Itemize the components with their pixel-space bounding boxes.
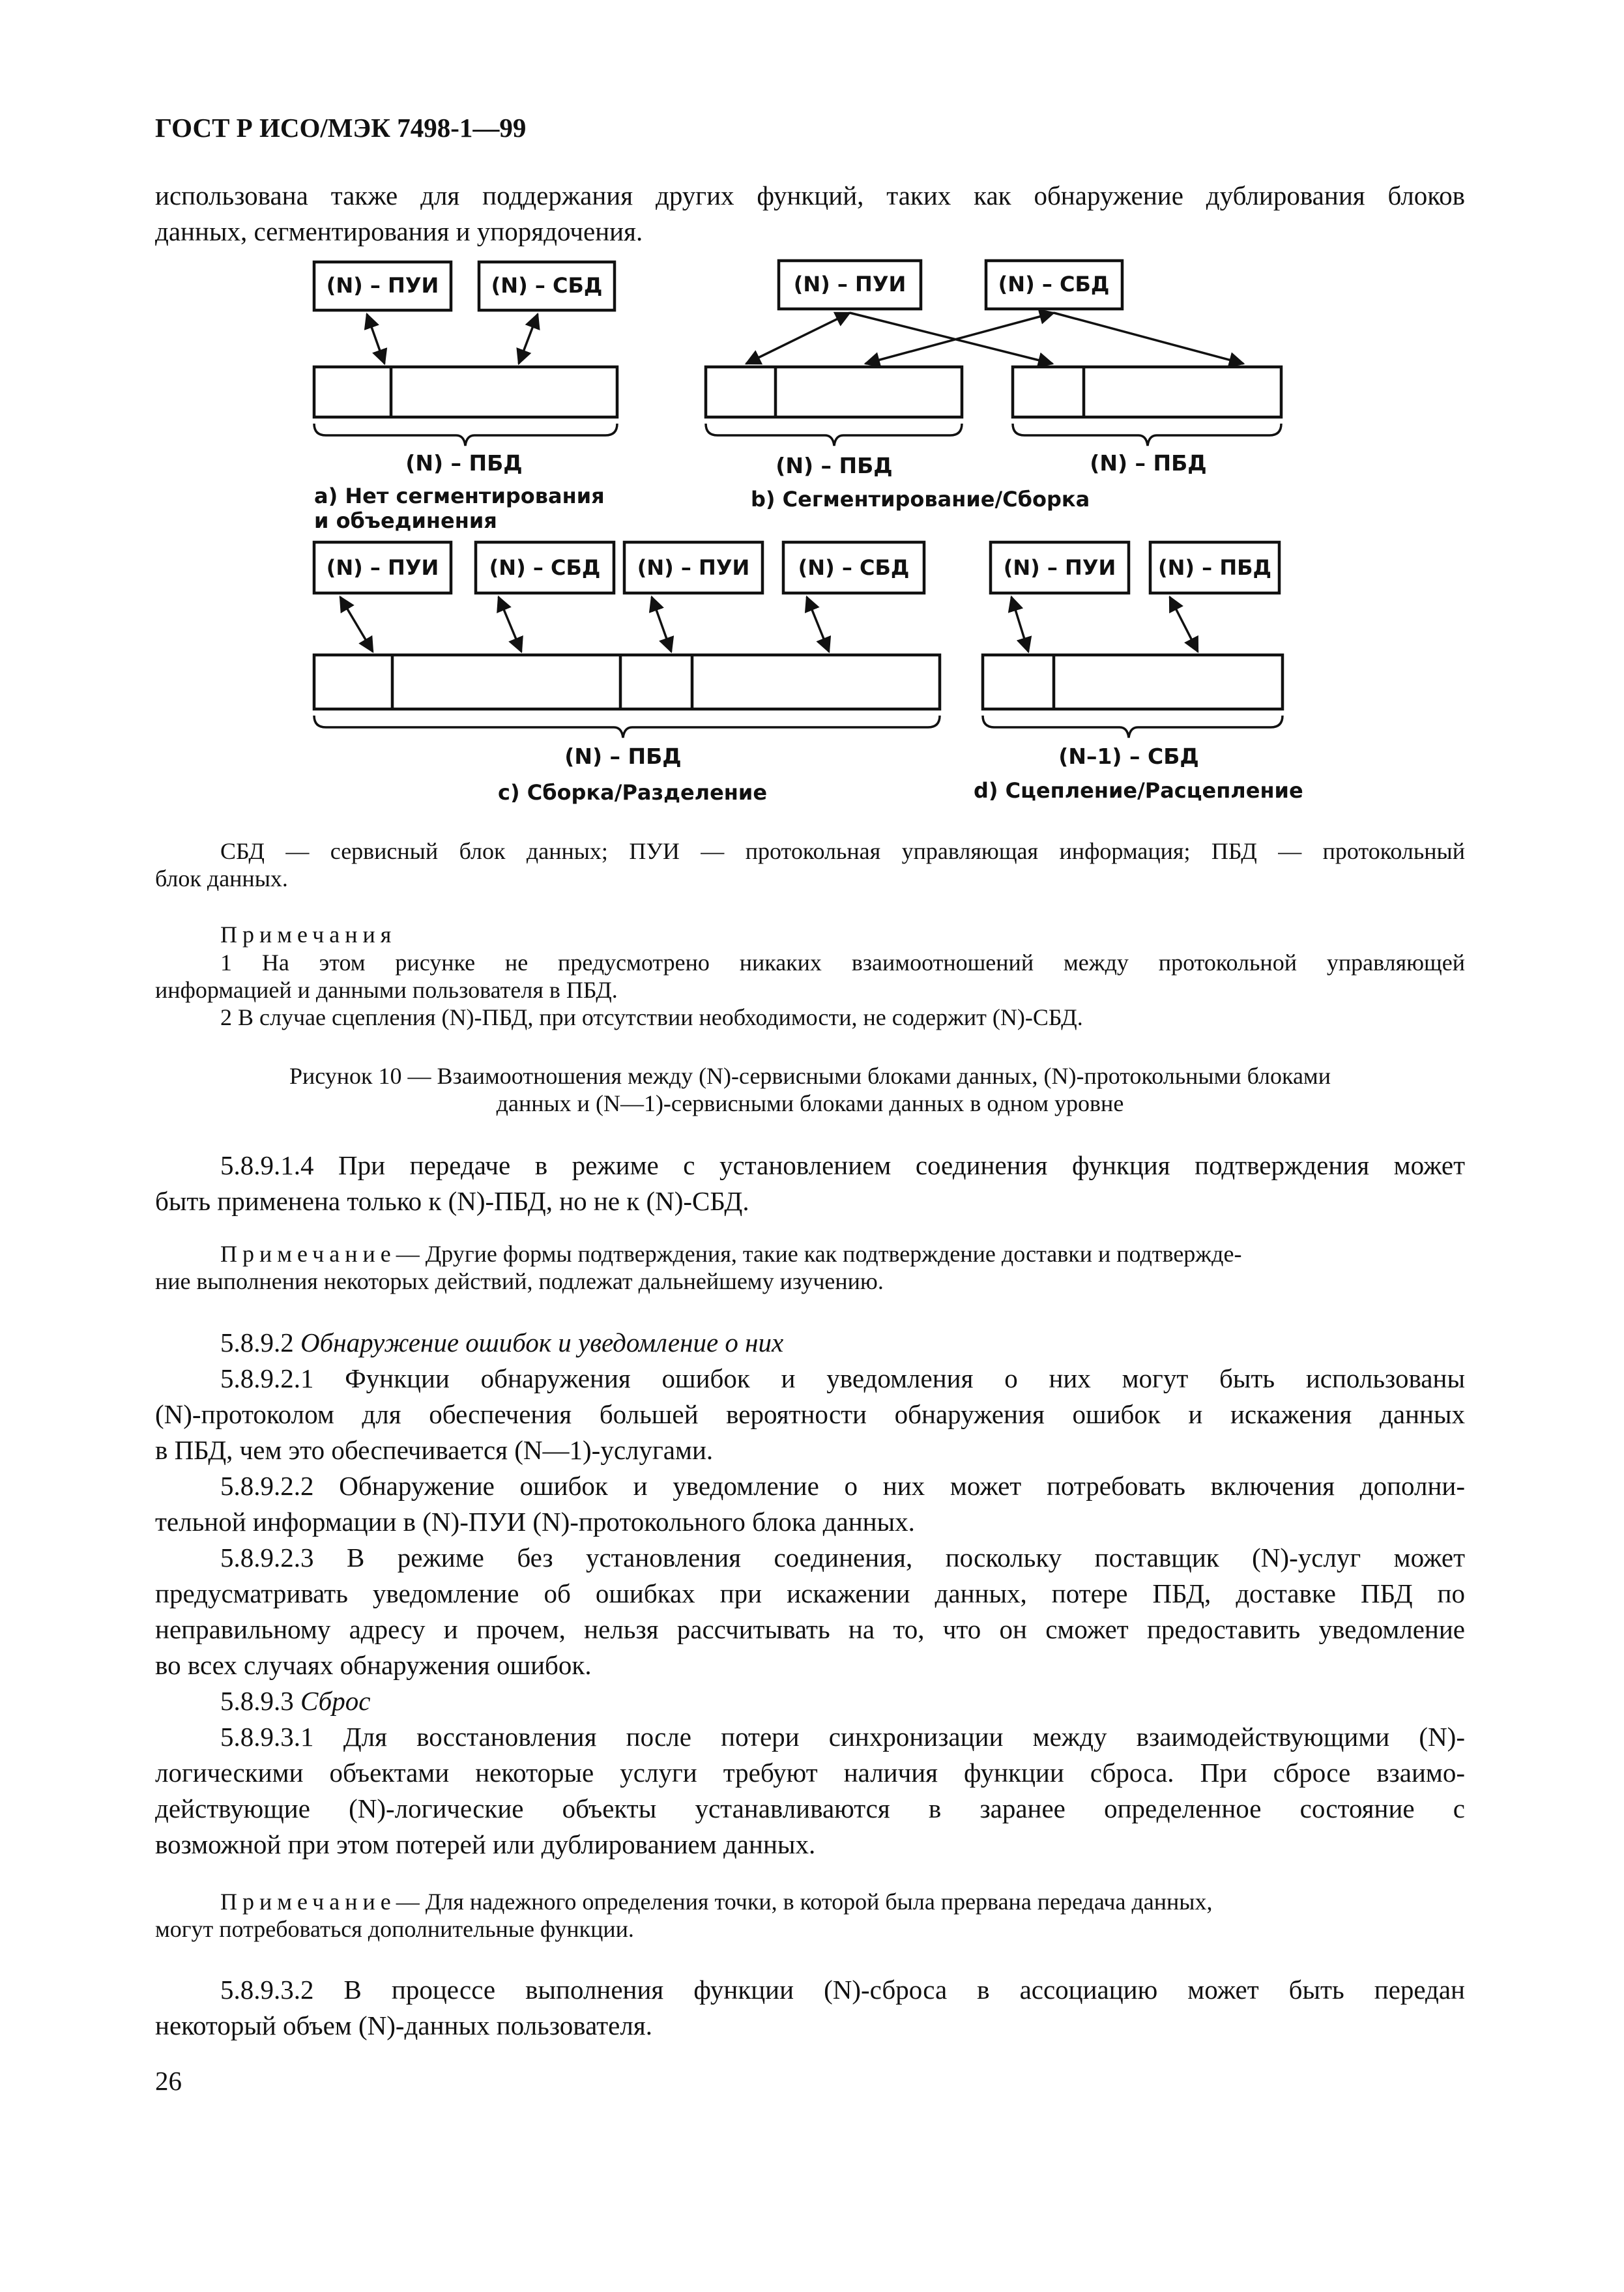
c-pdu-label: (N) – ПБД bbox=[564, 744, 682, 769]
b-arrow-pui-left bbox=[746, 313, 850, 364]
section-5-8-9-2-title: Обнаружение ошибок и уведомление о них bbox=[300, 1327, 784, 1357]
a-sbd-label: (N) – СБД bbox=[491, 273, 603, 298]
para-5-8-9-2-1-line-1: 5.8.9.2.1 Функции обнаружения ошибок и уведомления о них могут быть использованы bbox=[220, 1363, 1465, 1393]
b-brace-1 bbox=[706, 424, 962, 446]
note-reset-line-1 bbox=[220, 1888, 1465, 1916]
a-pdu-label: (N) – ПБД bbox=[405, 450, 523, 476]
d-arrow-pui bbox=[1011, 597, 1028, 652]
para-5-8-9-1-4-line-1: 5.8.9.1.4 При передаче в режиме с установлением соединения функция подтверждения может bbox=[220, 1150, 1465, 1180]
para-5-8-9-3-1-line-2: логическими объектами некоторые услуги требуют наличия функции сброса. При сбросе взаимо- bbox=[155, 1758, 1465, 1788]
para-5-8-9-2-2-line-2: тельной информации в (N)-ПУИ (N)-протокольного блока данных. bbox=[155, 1507, 915, 1537]
para-5-8-9-2-3-line-4: во всех случаях обнаружения ошибок. bbox=[155, 1650, 592, 1680]
c-arrow-3 bbox=[652, 597, 671, 652]
b-pdu-label-2: (N) – ПБД bbox=[1090, 450, 1207, 476]
note-2: 2 В случае сцепления (N)-ПБД, при отсутствии необходимости, не содержит (N)-СБД. bbox=[220, 1004, 1083, 1030]
para-5-8-9-3-1-line-3: действующие (N)-логические объекты устанавливаются в заранее определенное состояние с bbox=[155, 1793, 1465, 1823]
legend-line-1: СБД — сервисный блок данных; ПУИ — протокольная управляющая информация; ПБД — протокольный bbox=[220, 838, 1465, 864]
caption-a-line-1: а) Нет сегментирования bbox=[314, 484, 605, 508]
para-5-8-9-3-1-line-4: возможной при этом потерей или дублированием данных. bbox=[155, 1829, 816, 1859]
d-brace bbox=[983, 716, 1283, 738]
section-5-8-9-3-heading bbox=[220, 1683, 370, 1719]
c-pui-label-2: (N) – ПУИ bbox=[637, 555, 750, 580]
caption-a-line-2: и объединения bbox=[314, 508, 497, 533]
a-arrow-sbd bbox=[519, 314, 538, 364]
document-header: ГОСТ Р ИСО/МЭК 7498-1—99 bbox=[155, 113, 527, 143]
b-pdu-block-1 bbox=[706, 367, 962, 417]
c-brace bbox=[314, 716, 940, 738]
section-5-8-9-2-number: 5.8.9.2 bbox=[220, 1327, 294, 1357]
d-sdu-label: (N–1) – СБД bbox=[1058, 744, 1199, 769]
b-pdu-label-1: (N) – ПБД bbox=[776, 453, 893, 478]
legend-line-2: блок данных. bbox=[155, 865, 288, 892]
note-reset-text: — Для надежного определения точки, в которой была прервана передача данных, bbox=[396, 1889, 1213, 1915]
note-confirmation-text: — Другие формы подтверждения, такие как подтверждение доставки и подтвержде- bbox=[396, 1241, 1242, 1267]
c-pdu-block bbox=[314, 655, 940, 709]
b-pdu-block-2 bbox=[1013, 367, 1281, 417]
a-pui-label: (N) – ПУИ bbox=[326, 273, 439, 298]
section-5-8-9-3-title: Сброс bbox=[300, 1686, 371, 1716]
note-reset-line-2: могут потребоваться дополнительные функции. bbox=[155, 1916, 634, 1942]
note-1-line-1: 1 На этом рисунке не предусмотрено никаких взаимоотношений между протокольной управляющей bbox=[220, 950, 1465, 976]
note-confirmation-line-2: ние выполнения некоторых действий, подлежат дальнейшему изучению. bbox=[155, 1268, 884, 1294]
a-pdu-block bbox=[314, 367, 617, 417]
figure-caption-line-1: Рисунок 10 — Взаимоотношения между (N)-сервисными блоками данных, (N)-протокольными блоками bbox=[289, 1063, 1331, 1089]
note-confirmation-line-1 bbox=[220, 1240, 1465, 1268]
caption-b: b) Сегментирование/Сборка bbox=[751, 487, 1090, 512]
note-1-line-2: информацией и данными пользователя в ПБД. bbox=[155, 977, 618, 1003]
caption-c: с) Сборка/Разделение bbox=[498, 780, 768, 805]
para-5-8-9-3-1-line-1: 5.8.9.3.1 Для восстановления после потери синхронизации между взаимодействующими (N)- bbox=[220, 1722, 1465, 1752]
figure-10-diagram bbox=[0, 0, 1624, 834]
figure-caption-line-2: данных и (N—1)-сервисными блоками данных в одном уровне bbox=[496, 1090, 1124, 1116]
c-pui-label-1: (N) – ПУИ bbox=[326, 555, 439, 580]
section-5-8-9-3-number: 5.8.9.3 bbox=[220, 1686, 294, 1716]
para-5-8-9-2-3-line-1: 5.8.9.2.3 В режиме без установления соединения, поскольку поставщик (N)-услуг может bbox=[220, 1543, 1465, 1573]
a-brace bbox=[314, 424, 617, 446]
d-pbd-label: (N) – ПБД bbox=[1158, 555, 1271, 580]
notes-title: Примечания bbox=[220, 921, 397, 948]
para-5-8-9-2-3-line-3: неправильному адресу и прочем, нельзя рассчитывать на то, что он сможет предоставить уведомление bbox=[155, 1614, 1465, 1644]
caption-d: d) Сцепление/Расцепление bbox=[974, 778, 1303, 803]
para-5-8-9-3-2-line-2: некоторый объем (N)-данных пользователя. bbox=[155, 2010, 652, 2040]
c-arrow-1 bbox=[340, 597, 373, 652]
b-pui-label: (N) – ПУИ bbox=[793, 272, 906, 297]
d-pui-label: (N) – ПУИ bbox=[1003, 555, 1116, 580]
c-arrow-2 bbox=[499, 597, 521, 652]
para-5-8-9-3-2-line-1: 5.8.9.3.2 В процессе выполнения функции (N)-сброса в ассоциацию может быть передан bbox=[220, 1975, 1465, 2005]
c-sbd-label-1: (N) – СБД bbox=[489, 555, 601, 580]
a-arrow-pui bbox=[367, 314, 384, 364]
note-reset-label: Примечание bbox=[220, 1889, 396, 1915]
intro-line-1: использована также для поддержания других функций, таких как обнаружение дублирования блоков bbox=[155, 181, 1465, 210]
note-confirmation-label: Примечание bbox=[220, 1241, 396, 1267]
c-arrow-4 bbox=[807, 597, 829, 652]
para-5-8-9-2-1-line-2: (N)-протоколом для обеспечения большей вероятности обнаружения ошибок и искажения данных bbox=[155, 1399, 1465, 1429]
d-arrow-pbd bbox=[1170, 597, 1198, 652]
b-brace-2 bbox=[1013, 424, 1281, 446]
intro-line-2: данных, сегментирования и упорядочения. bbox=[155, 216, 643, 246]
section-5-8-9-2-heading bbox=[220, 1324, 783, 1361]
para-5-8-9-2-2-line-1: 5.8.9.2.2 Обнаружение ошибок и уведомление о них может потребовать включения дополни- bbox=[220, 1471, 1465, 1501]
d-sdu-block bbox=[983, 655, 1283, 709]
b-sbd-label: (N) – СБД bbox=[998, 272, 1110, 297]
para-5-8-9-2-1-line-3: в ПБД, чем это обеспечивается (N—1)-услугами. bbox=[155, 1435, 714, 1465]
c-sbd-label-2: (N) – СБД bbox=[798, 555, 910, 580]
para-5-8-9-1-4-line-2: быть применена только к (N)-ПБД, но не к (N)-СБД. bbox=[155, 1186, 749, 1216]
para-5-8-9-2-3-line-2: предусматривать уведомление об ошибках при искажении данных, потере ПБД, доставке ПБД по bbox=[155, 1578, 1465, 1608]
b-arrow-sbd-right bbox=[1054, 313, 1243, 364]
page-number: 26 bbox=[155, 2066, 182, 2096]
